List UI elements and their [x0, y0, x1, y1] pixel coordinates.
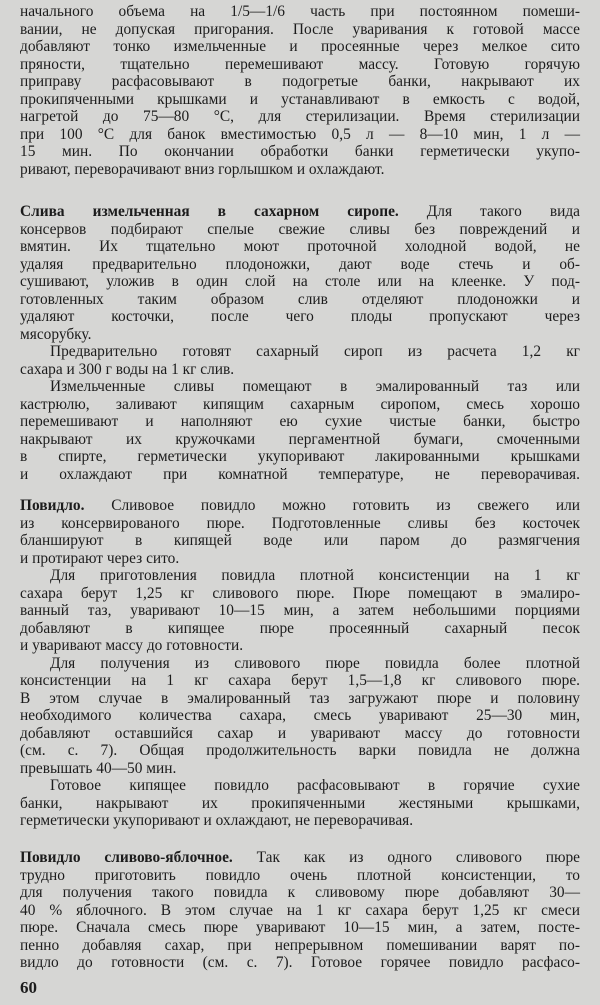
recipe-plum-in-syrup [20, 203, 580, 483]
line-text: из консервированого пюре. Подготовленные сливы без косточек [20, 514, 580, 532]
text-line [20, 812, 580, 830]
line-text: нагретой до 75—80 °С, для стерилизации. Время стерилизации [20, 108, 580, 125]
line-text: удаляют косточки, после чего плоды пропускают через [20, 308, 580, 325]
line-text: Предварительно готовят сахарный сироп из расчета 1,2 кг [50, 343, 580, 360]
page-number: 60 [20, 978, 37, 997]
text-line [20, 742, 580, 760]
line-text: пенно добавляя сахар, при непрерывном помешивании варят по- [20, 936, 580, 954]
text-line [20, 203, 580, 221]
line-text: (см. с. 7). Общая продолжительность варки повидла не должна [20, 742, 580, 759]
text-line [20, 396, 580, 414]
line-text: консервов подбирают спелые свежие сливы без повреждений и [20, 220, 580, 238]
text-line [20, 637, 580, 655]
text-line [20, 21, 580, 39]
text-line [20, 143, 580, 161]
line-text: добавляют оставшийся сахар и уваривают массу до готовности [20, 724, 580, 742]
line-text: и протирают через сито. [20, 549, 180, 567]
line-text: Измельченные сливы помещают в эмалированный таз или [50, 378, 580, 395]
text-line [20, 38, 580, 56]
text-line [20, 256, 580, 274]
line-text: при 100 °С для банок вместимостью 0,5 л — 8—10 мин, 1 л — [20, 125, 580, 143]
text-line [20, 238, 580, 256]
text-line [20, 466, 580, 484]
text-line [20, 919, 580, 937]
text-line [20, 126, 580, 144]
text-line [20, 707, 580, 725]
text-line [20, 849, 580, 867]
text-line [20, 954, 580, 972]
line-text: консистенции на 1 кг сахара берут 1,5—1,8 кг сливового пюре. [20, 672, 580, 689]
line-text: сахара берут 1,25 кг сливового пюре. Пюре помещают в эмалиро- [20, 584, 580, 602]
text-line [20, 361, 580, 379]
text-line [20, 760, 580, 778]
line-text: герметически укупоривают и охлаждают, не переворачивая. [20, 812, 414, 829]
line-text: банки, накрывают их прокипяченными жестяными крышками, [20, 794, 580, 812]
line-text: ванный таз, уваривают 10—15 мин, а затем небольшими порциями [20, 602, 580, 619]
line-text: вмятин. Их тщательно моют проточной холодной водой, не [20, 238, 580, 255]
line-text: пюре. Сначала смесь пюре уваривают 10—15 мин, а затем, посте- [20, 919, 580, 936]
section-heading: Повидло сливово-яблочное. [20, 849, 233, 866]
text-line [20, 413, 580, 431]
line-text: трудно приготовить повидло очень плотной консистенции, то [20, 866, 580, 884]
line-text: Для приготовления повидла плотной консистенции на 1 кг [50, 567, 580, 584]
text-line [20, 902, 580, 920]
line-text: мясорубку. [20, 325, 92, 343]
text-line [20, 161, 580, 179]
line-text: бланшируют в кипящей воде или паром до размягчения [20, 532, 580, 549]
text-line [20, 273, 580, 291]
line-text: добавляют в кипящее пюре просеянный сахарный песок [20, 619, 580, 637]
line-text: сахара и 300 г воды на 1 кг слив. [20, 360, 235, 378]
line-text: кастрюлю, заливают кипящим сахарным сиропом, смесь хорошо [20, 395, 580, 413]
text-line [20, 308, 580, 326]
text-line [20, 672, 580, 690]
text-line [20, 937, 580, 955]
line-text: вании, не допуская пригорания. После уваривания к готовой массе [20, 20, 580, 38]
text-line [20, 777, 580, 795]
line-text: удаляя предварительно плодоножки, дают воде стечь и об- [20, 255, 580, 273]
line-text: накрывают их кружочками пергаментной бумаги, смоченными [20, 430, 580, 448]
line-text: Готовое кипящее повидло расфасовывают в горячие сухие [50, 777, 580, 794]
text-line [20, 620, 580, 638]
line-text: приправу расфасовывают в подогретые банки, накрывают их [20, 73, 580, 90]
line-text: для получения такого повидла к сливовому пюре добавляют 30— [20, 884, 580, 901]
text-line [20, 221, 580, 239]
text-line [20, 532, 580, 550]
line-text: Сливовое повидло можно готовить из свежего или [84, 497, 580, 514]
line-text: перемешивают и наполняют ею сухие чистые банки, быстро [20, 413, 580, 430]
line-text: Для такого вида [398, 203, 580, 220]
text-line [20, 550, 580, 568]
text-line [20, 73, 580, 91]
text-line [20, 585, 580, 603]
line-text: В этом случае в эмалированный таз загружают пюре и половину [20, 689, 580, 707]
text-line [20, 795, 580, 813]
line-text: ривают, переворачивают вниз горлышком и охлаждают. [20, 160, 385, 178]
line-text: видло до готовности (см. с. 7). Готовое горячее повидло расфасо- [20, 954, 580, 971]
text-line [20, 378, 580, 396]
text-line [20, 725, 580, 743]
recipe-plum-apple-povidlo [20, 849, 580, 972]
text-line [20, 448, 580, 466]
text-line [20, 56, 580, 74]
text-line [20, 515, 580, 533]
text-line [20, 884, 580, 902]
section-heading: Повидло. [20, 497, 85, 514]
line-text: Так как из одного сливового пюре [232, 849, 580, 866]
line-text: в спирте, герметически укупоривают лакированными крышками [20, 448, 580, 465]
line-text: и охлаждают при комнатной температуре, не переворачивая. [20, 465, 580, 483]
section-heading: Слива измельченная в сахарном сиропе. [20, 203, 399, 220]
line-text: Для получения из сливового пюре повидла более плотной [50, 654, 580, 672]
text-line [20, 867, 580, 885]
text-line [20, 108, 580, 126]
line-text: начального объема на 1/5—1/6 часть при постоянном помеши- [20, 3, 580, 20]
text-line [20, 291, 580, 309]
text-line [20, 602, 580, 620]
line-text: необходимого количества сахара, смесь уваривают 25—30 мин, [20, 707, 580, 724]
text-line [20, 431, 580, 449]
line-text: прокипяченными крышками и устанавливают в емкость с водой, [20, 90, 580, 108]
text-line [20, 326, 580, 344]
text-line [20, 3, 580, 21]
line-text: 40 % яблочного. В этом случае на 1 кг сахара берут 1,25 кг смеси [20, 901, 580, 919]
text-line [20, 91, 580, 109]
text-line [20, 497, 580, 515]
line-text: готовленных таким образом слив отделяют плодоножки и [20, 290, 580, 308]
line-text: сушивают, уложив в один слой на столе или на клеенке. У под- [20, 273, 580, 290]
text-line [20, 567, 580, 585]
recipe-povidlo [20, 497, 580, 830]
line-text: пряности, тщательно перемешивают массу. Готовую горячую [20, 55, 580, 73]
line-text: превышать 40—50 мин. [20, 759, 177, 777]
line-text: и уваривают массу до готовности. [20, 637, 244, 654]
text-line [20, 343, 580, 361]
recipe-continuation [20, 3, 580, 178]
text-line [20, 690, 580, 708]
line-text: 15 мин. По окончании обработки банки герметически укупо- [20, 143, 580, 160]
line-text: добавляют тонко измельченные и просеянные через мелкое сито [20, 38, 580, 55]
text-line [20, 655, 580, 673]
